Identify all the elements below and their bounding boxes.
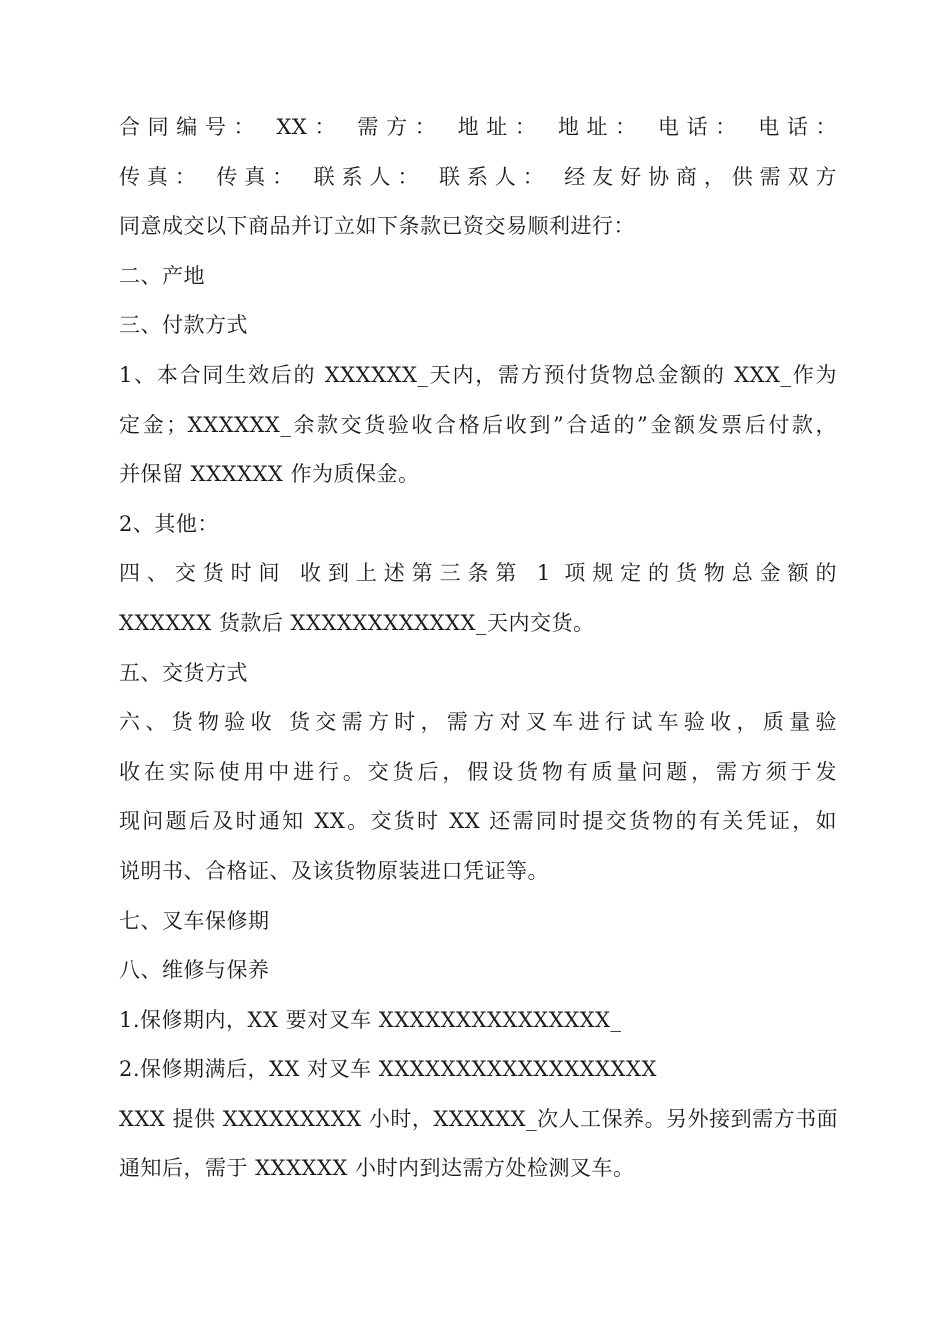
text-line: 定金；XXXXXX_余款交货验收合格后收到”合适的”金额发票后付款， [119,412,837,437]
text-line: 同意成交以下商品并订立如下条款已资交易顺利进行： [119,214,635,239]
section-heading: 三、付款方式 [119,313,248,338]
text-line: 并保留 XXXXXX 作为质保金。 [119,462,420,487]
section-heading: 七、叉车保修期 [119,908,270,933]
text-line: 传真： 传真： 联系人： 联系人： 经友好协商，供需双方 [119,164,837,189]
text-line: 2.保修期满后，XX 对叉车 XXXXXXXXXXXXXXXXXX [119,1057,657,1082]
text-line: XXXXXX 货款后 XXXXXXXXXXXX_天内交货。 [119,610,595,635]
text-line: 合同编号： XX： 需方： 地址： 地址： 电话： 电话： [119,115,837,139]
text-line: 1.保修期内，XX 要对叉车 XXXXXXXXXXXXXXX_ [119,1007,622,1032]
text-line: 说明书、合格证、及该货物原装进口凭证等。 [119,858,549,883]
text-line: 2、其他： [119,511,219,536]
text-line: 收在实际使用中进行。交货后，假设货物有质量问题，需方须于发 [119,759,837,784]
text-line: 1、本合同生效后的 XXXXXX_天内，需方预付货物总金额的 XXX_作为 [119,362,837,387]
text-line: 通知后，需于 XXXXXX 小时内到达需方处检测叉车。 [119,1156,635,1181]
text-line: 四、交货时间 收到上述第三条第 1 项规定的货物总金额的 [119,561,837,586]
section-heading: 八、维修与保养 [119,958,270,983]
contract-document [119,103,837,1194]
text-line: XXX 提供 XXXXXXXXX 小时，XXXXXX_次人工保养。另外接到需方书面 [119,1106,839,1131]
section-heading: 五、交货方式 [119,660,248,685]
section-heading: 二、产地 [119,263,205,288]
text-line: 现问题后及时通知 XX。交货时 XX 还需同时提交货物的有关凭证，如 [119,809,837,834]
text-line: 六、货物验收 货交需方时，需方对叉车进行试车验收，质量验 [119,710,837,735]
